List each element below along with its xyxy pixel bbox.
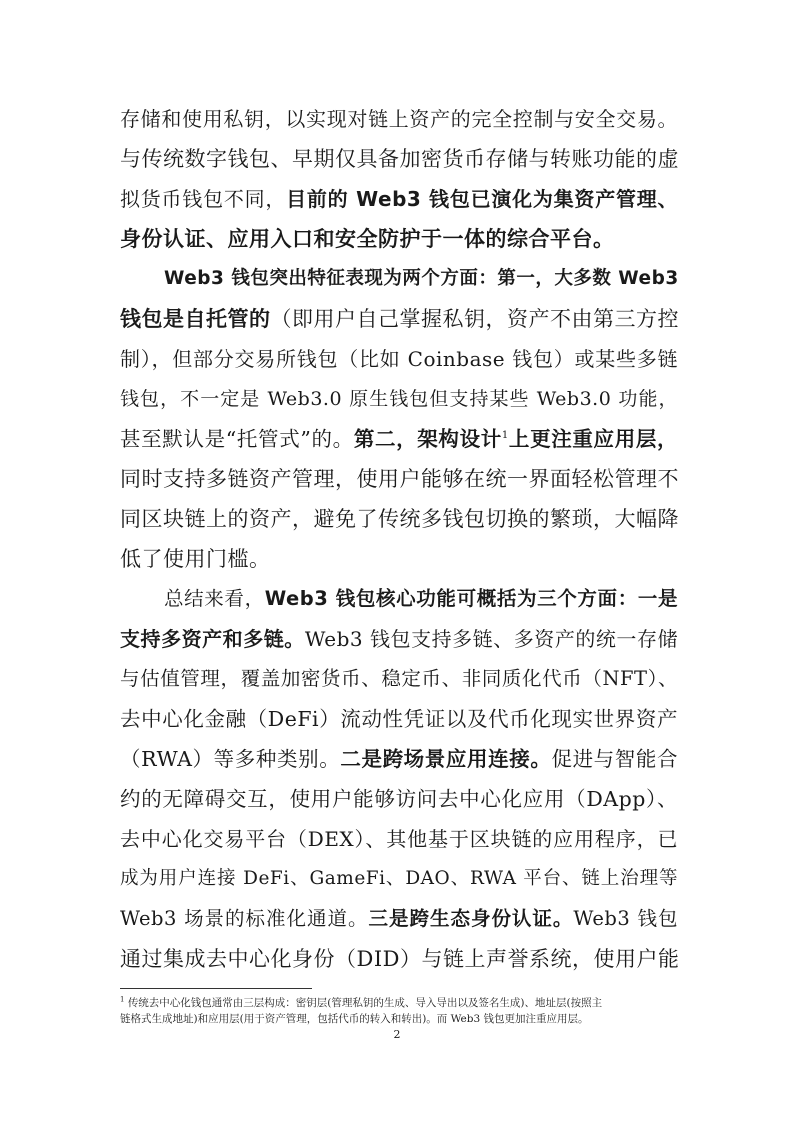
bold-text: 目前的 Web3 钱包已演化为集资产管理、	[286, 187, 678, 211]
text: 去中心化交易平台（DEX）、其他基于区块链的应用程序，已	[120, 827, 678, 851]
text: 与传统数字钱包、早期仅具备加密货币存储与转账功能的虚	[120, 147, 679, 171]
body-line-21	[120, 906, 678, 932]
body-line-14	[120, 626, 678, 652]
body-line-1	[120, 106, 678, 132]
text: 同区块链上的资产，避免了传统多钱包切换的繁琐，大幅降	[120, 507, 679, 531]
text: 约的无障碍交互，使用户能够访问去中心化应用（DApp）、	[120, 787, 678, 811]
text: （即用户自己掌握私钥，资产不由第三方控	[270, 307, 679, 331]
body-line-20	[120, 866, 678, 892]
text: 与估值管理，覆盖加密货币、稳定币、非同质化代币（NFT）、	[120, 667, 678, 690]
body-line-5	[164, 266, 678, 292]
text: 同时支持多链资产管理，使用户能够在统一界面轻松管理不	[120, 467, 679, 491]
body-line-16	[120, 706, 678, 732]
body-line-13	[164, 586, 678, 612]
bold-text: 第二，架构设计	[353, 427, 502, 451]
page-number: 2	[393, 1028, 401, 1041]
text: 存储和使用私钥，以实现对链上资产的完全控制与安全交易。	[120, 107, 678, 131]
bold-text: 三是跨生态身份认证。	[368, 907, 574, 930]
bold-text: 上更注重应用层，	[508, 427, 678, 451]
body-line-2	[120, 146, 678, 172]
footnote-text: 链格式生成地址)和应用层(用于资产管理，包括代币的转入和转出)。而 Web3 钱包更加注重应用层。	[120, 1013, 589, 1025]
body-line-11	[120, 506, 678, 532]
body-line-4	[120, 226, 678, 252]
footnote-line-2	[120, 1012, 682, 1027]
text: 去中心化金融（DeFi）流动性凭证以及代币化现实世界资产	[120, 707, 678, 731]
footnote-ref[interactable]: 1	[501, 430, 509, 442]
text: Web3 场景的标准化通道。	[120, 907, 369, 930]
body-line-9	[120, 426, 678, 452]
text: 拟货币钱包不同，	[120, 187, 287, 211]
body-line-12	[120, 546, 678, 572]
text: 钱包，不一定是 Web3.0 原生钱包但支持某些 Web3.0 功能，	[120, 388, 678, 410]
body-line-15	[120, 666, 678, 692]
body-line-8	[120, 386, 678, 412]
body-line-18	[120, 786, 678, 812]
body-line-7	[120, 346, 678, 372]
body-line-19	[120, 826, 678, 852]
body-line-17	[120, 746, 678, 772]
footnote-text: 传统去中心化钱包通常由三层构成：密钥层(管理私钥的生成、导入导出以及签名生成)、地址层(按照主	[127, 997, 603, 1009]
text: 促进与智能合	[551, 747, 679, 771]
text: 成为用户连接 DeFi、GameFi、DAO、RWA 平台、链上治理等	[120, 868, 678, 889]
text: Web3 钱包	[573, 907, 678, 930]
text: 低了使用门槛。	[120, 547, 271, 571]
footnote-line-1	[120, 996, 682, 1011]
bold-text: Web3 钱包突出特征表现为两个方面：第一，大多数 Web3	[164, 268, 679, 289]
footnote-divider	[120, 988, 312, 989]
body-line-6	[120, 306, 678, 332]
text: 制），但部分交易所钱包（比如 Coinbase 钱包）或某些多链	[120, 347, 678, 371]
text: 总结来看，	[164, 587, 265, 610]
body-line-22	[120, 946, 678, 972]
text: 甚至默认是“托管式”的。	[120, 427, 354, 451]
bold-text: 钱包是自托管的	[120, 307, 271, 331]
bold-text: 二是跨场景应用连接。	[340, 747, 552, 771]
text: （RWA）等多种类别。	[120, 747, 341, 771]
bold-text: 支持多资产和多链。	[120, 627, 305, 651]
footnote-mark: 1	[120, 995, 125, 1004]
body-line-10	[120, 466, 678, 492]
text: 通过集成去中心化身份（DID）与链上声誉系统，使用户能	[120, 947, 680, 971]
text: Web3 钱包支持多链、多资产的统一存储	[304, 627, 679, 651]
body-line-3	[120, 186, 678, 212]
bold-text: 身份认证、应用入口和安全防护于一体的综合平台。	[120, 227, 615, 251]
bold-text: Web3 钱包核心功能可概括为三个方面：一是	[264, 587, 678, 610]
